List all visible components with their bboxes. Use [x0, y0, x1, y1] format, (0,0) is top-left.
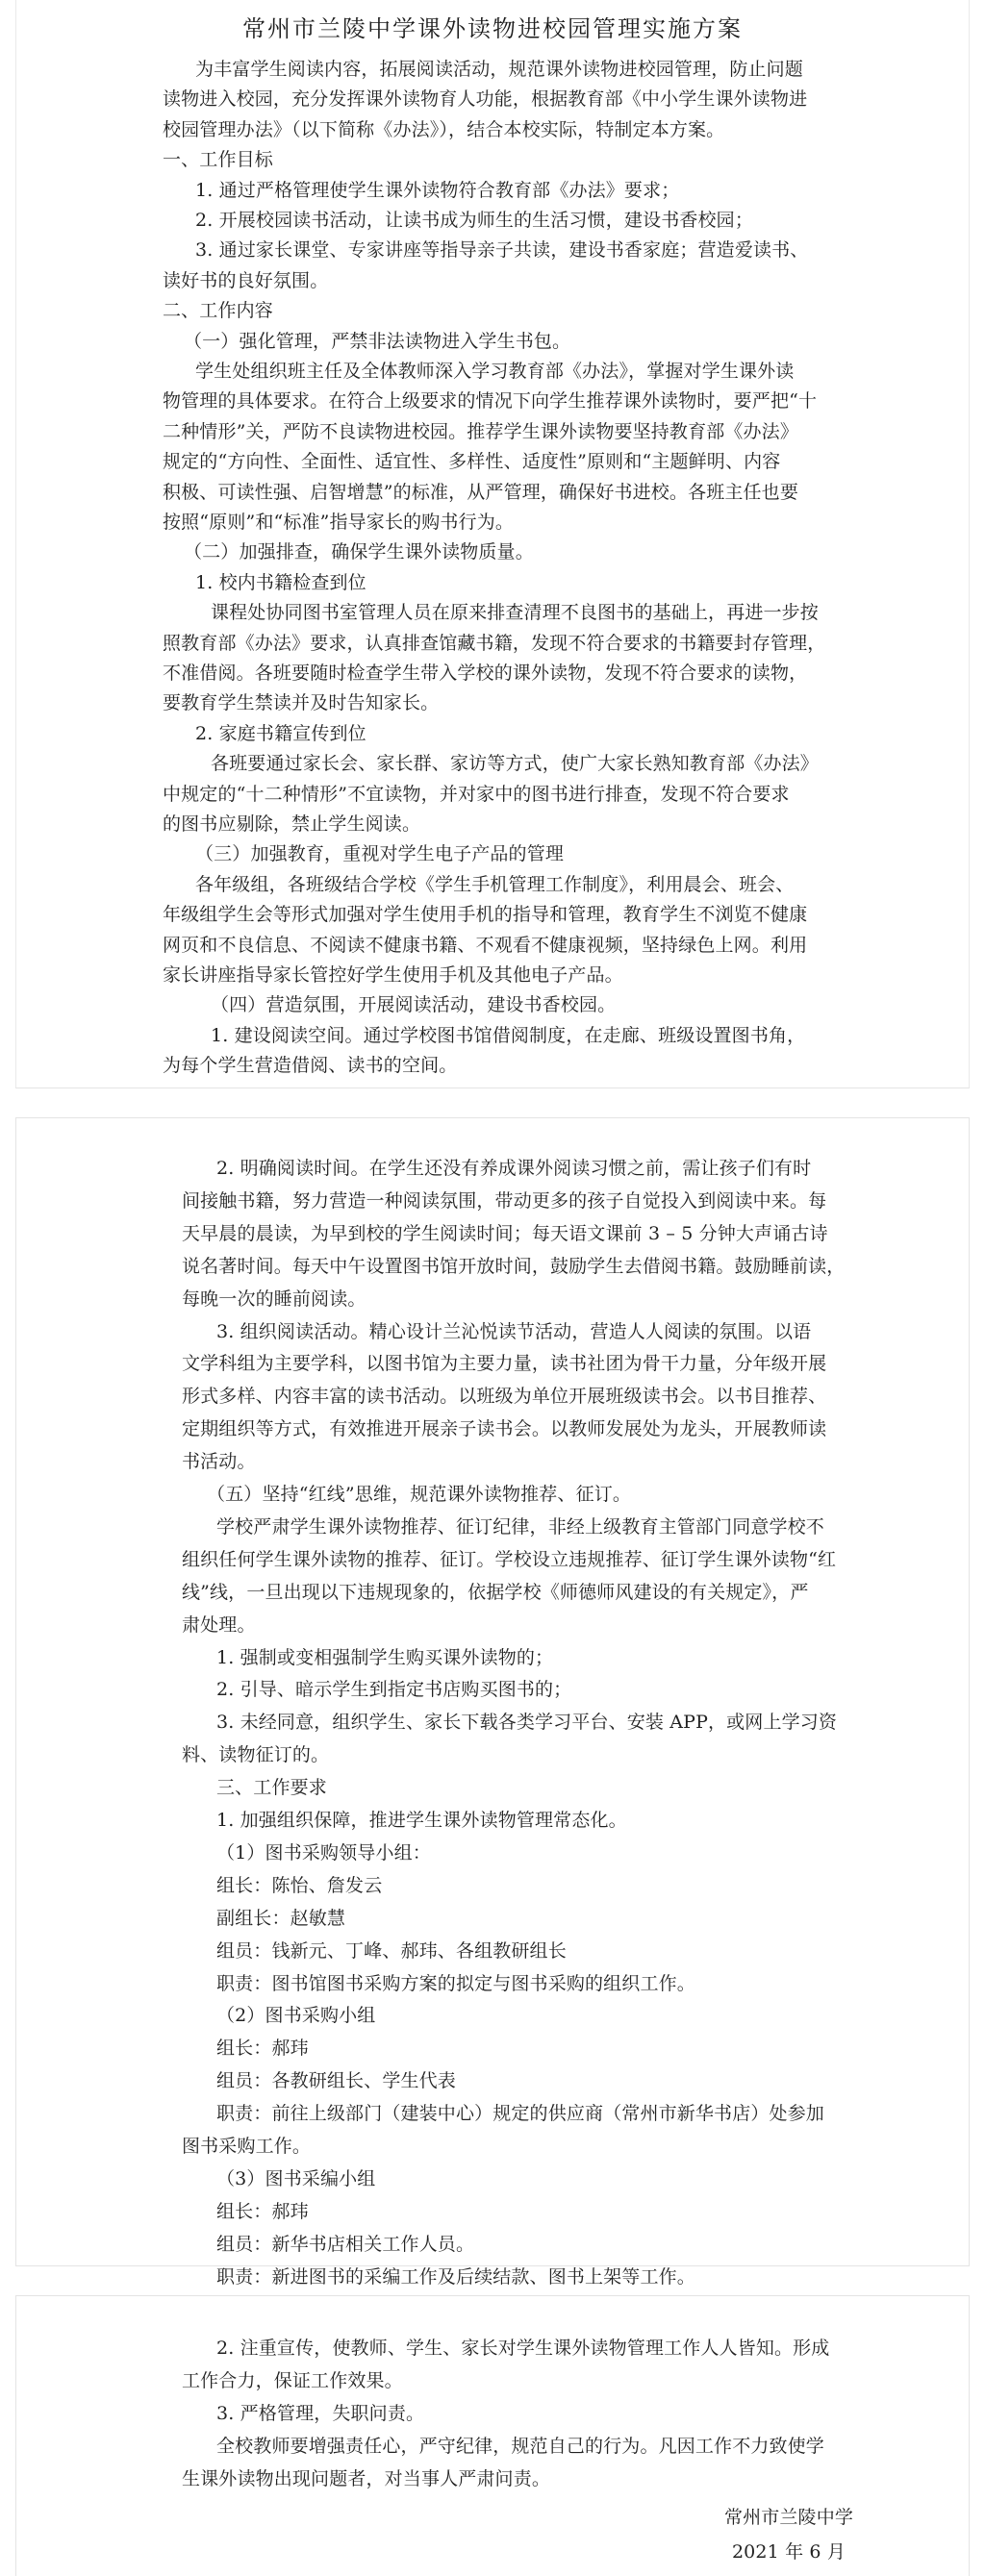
section-heading: 二、工作内容 — [163, 300, 273, 322]
document-title: 常州市兰陵中学课外读物进校园管理实施方案 — [242, 15, 743, 42]
paragraph-line: 工作合力，保证工作效果。 — [182, 2370, 403, 2391]
list-item: 3. 未经同意，组织学生、家长下载各类学习平台、安装 APP，或网上学习资 — [216, 1712, 838, 1734]
section-heading: 三、工作要求 — [216, 1777, 327, 1799]
subsection-heading: （五）坚持“红线”思维，规范课外读物推荐、征订。 — [207, 1484, 632, 1505]
paragraph-line: 读好书的良好氛围。 — [163, 269, 329, 291]
list-item: 1. 通过严格管理使学生课外读物符合教育部《办法》要求； — [195, 179, 680, 201]
list-item: 1. 强制或变相强制学生购买课外读物的； — [216, 1646, 554, 1668]
paragraph-line: 读物进入校园，充分发挥课外读物育人功能，根据教育部《中小学生课外读物进 — [163, 88, 808, 111]
list-item: 3. 组织阅读活动。精心设计兰沁悦读节活动，营造人人阅读的氛围。以语 — [216, 1320, 812, 1342]
group-member: 组员：新华书店相关工作人员。 — [216, 2233, 475, 2255]
list-item: 3. 严格管理，失职问责。 — [216, 2403, 425, 2424]
paragraph-line: 课程处协同图书室管理人员在原来排查清理不良图书的基础上，再进一步按 — [211, 602, 819, 624]
paragraph-line: 生课外读物出现问题者，对当事人严肃问责。 — [182, 2468, 551, 2489]
paragraph-line: 料、读物征订的。 — [182, 1744, 330, 1766]
paragraph-line: 各年级组，各班级结合学校《学生手机管理工作制度》，利用晨会、班会、 — [195, 873, 795, 895]
paragraph-line: 各班要通过家长会、家长群、家访等方式，使广大家长熟知教育部《办法》 — [211, 753, 819, 775]
paragraph-line: 要教育学生禁读并及时告知家长。 — [163, 692, 440, 714]
subsection-heading: （二）加强排查，确保学生课外读物质量。 — [184, 541, 534, 563]
group-member: 组长：陈怡、詹发云 — [216, 1874, 383, 1896]
list-item: 1. 校内书籍检查到位 — [195, 571, 366, 593]
group-member: 组员：各教研组长、学生代表 — [216, 2070, 456, 2092]
paragraph-line: 图书采购工作。 — [182, 2136, 312, 2157]
list-item: 2. 开展校园读书活动，让读书成为师生的生活习惯，建设书香校园； — [195, 210, 753, 231]
group-member: 副组长：赵敏慧 — [216, 1907, 346, 1929]
paragraph-line: 规定的“方向性、全面性、适宜性、多样性、适度性”原则和“主题鲜明、内容 — [163, 451, 781, 473]
list-item: 2. 明确阅读时间。在学生还没有养成课外阅读习惯之前，需让孩子们有时 — [216, 1158, 812, 1179]
document-page-3 — [15, 2295, 970, 2576]
group-duty: 职责：图书馆图书采购方案的拟定与图书采购的组织工作。 — [216, 1972, 695, 1994]
group-member: 组长：郝玮 — [216, 2200, 309, 2222]
paragraph-line: 组织任何学生课外读物的推荐、征订。学校设立违规推荐、征订学生课外读物“红 — [182, 1548, 837, 1570]
paragraph-line: 说名著时间。每天中午设置图书馆开放时间，鼓励学生去借阅书籍。鼓励睡前读， — [182, 1255, 846, 1277]
group-heading: （2）图书采购小组 — [216, 2005, 376, 2027]
paragraph-line: 形式多样、内容丰富的读书活动。以班级为单位开展班级读书会。以书目推荐、 — [182, 1386, 827, 1408]
paragraph-line: 全校教师要增强责任心，严守纪律，规范自己的行为。凡因工作不力致使学 — [216, 2436, 824, 2457]
document-page-2 — [15, 1117, 970, 2288]
paragraph-line: 文学科组为主要学科，以图书馆为主要力量，读书社团为骨干力量，分年级开展 — [182, 1353, 827, 1375]
subsection-heading: （四）营造氛围，开展阅读活动，建设书香校园。 — [211, 994, 617, 1016]
subsection-heading: （一）强化管理，严禁非法读物进入学生书包。 — [184, 330, 571, 352]
paragraph-line: 每晚一次的睡前阅读。 — [182, 1288, 366, 1310]
section-heading: 一、工作目标 — [163, 149, 273, 171]
document-date: 2021 年 6 月 — [731, 2541, 846, 2563]
list-item: 1. 加强组织保障，推进学生课外读物管理常态化。 — [216, 1810, 627, 1831]
paragraph-line: 学生处组织班主任及全体教师深入学习教育部《办法》，掌握对学生课外读 — [195, 361, 795, 382]
list-item: 2. 家庭书籍宣传到位 — [195, 722, 366, 744]
list-item: 2. 注重宣传，使教师、学生、家长对学生课外读物管理工作人人皆知。形成 — [216, 2338, 830, 2359]
paragraph-line: 积极、可读性强、启智增慧”的标准，从严管理，确保好书进校。各班主任也要 — [163, 481, 798, 503]
paragraph-line: 二种情形”关，严防不良读物进校园。推荐学生课外读物要坚持教育部《办法》 — [163, 420, 798, 442]
group-member: 组长：郝玮 — [216, 2038, 309, 2060]
paragraph-line: 间接触书籍，努力营造一种阅读氛围，带动更多的孩子自觉投入到阅读中来。每 — [182, 1189, 827, 1212]
paragraph-line: 物管理的具体要求。在符合上级要求的情况下向学生推荐课外读物时，要严把“十 — [163, 390, 818, 413]
paragraph-line: 年级组学生会等形式加强对学生使用手机的指导和管理，教育学生不浏览不健康 — [163, 904, 808, 926]
group-duty: 职责：新进图书的采编工作及后续结款、图书上架等工作。 — [216, 2265, 695, 2288]
group-member: 组员：钱新元、丁峰、郝玮、各组教研组长 — [216, 1939, 567, 1962]
paragraph-line: 学校严肃学生课外读物推荐、征订纪律，非经上级教育主管部门同意学校不 — [216, 1515, 824, 1538]
paragraph-line: 不准借阅。各班要随时检查学生带入学校的课外读物，发现不符合要求的读物， — [163, 663, 808, 684]
group-duty: 职责：前往上级部门（建装中心）规定的供应商（常州市新华书店）处参加 — [216, 2103, 824, 2125]
paragraph-line: 定期组织等方式，有效推进开展亲子读书会。以教师发展处为龙头，开展教师读 — [182, 1418, 827, 1440]
subsection-heading: （三）加强教育，重视对学生电子产品的管理 — [195, 843, 565, 865]
paragraph-line: 书活动。 — [182, 1451, 256, 1473]
paragraph-line: 为丰富学生阅读内容，拓展阅读活动，规范课外读物进校园管理，防止问题 — [195, 59, 803, 80]
paragraph-line: 为每个学生营造借阅、读书的空间。 — [163, 1055, 458, 1077]
list-item: 1. 建设阅读空间。通过学校图书馆借阅制度，在走廊、班级设置图书角， — [211, 1024, 806, 1046]
group-heading: （3）图书采编小组 — [216, 2167, 376, 2189]
group-heading: （1）图书采购领导小组： — [216, 1841, 431, 1863]
paragraph-line: 肃处理。 — [182, 1613, 256, 1636]
paragraph-line: 网页和不良信息、不阅读不健康书籍、不观看不健康视频，坚持绿色上网。利用 — [163, 934, 808, 956]
paragraph-line: 中规定的“十二种情形”不宜读物，并对家中的图书进行排查，发现不符合要求 — [163, 783, 790, 805]
paragraph-line: 天早晨的晨读，为早到校的学生阅读时间；每天语文课前 3 – 5 分钟大声诵古诗 — [182, 1222, 828, 1244]
list-item: 2. 引导、暗示学生到指定书店购买图书的； — [216, 1679, 572, 1701]
paragraph-line: 按照“原则”和“标准”指导家长的购书行为。 — [163, 512, 515, 533]
document-page-1 — [15, 0, 970, 1088]
paragraph-line: 线”线，一旦出现以下违规现象的，依据学校《师德师风建设的有关规定》，严 — [182, 1581, 809, 1603]
list-item: 3. 通过家长课堂、专家讲座等指导亲子共读，建设书香家庭；营造爱读书、 — [195, 239, 809, 262]
signature: 常州市兰陵中学 — [723, 2507, 853, 2528]
paragraph-line: 的图书应剔除，禁止学生阅读。 — [163, 813, 421, 835]
paragraph-line: 家长讲座指导家长管控好学生使用手机及其他电子产品。 — [163, 964, 623, 986]
paragraph-line: 校园管理办法》（以下简称《办法》），结合本校实际，特制定本方案。 — [163, 118, 725, 140]
paragraph-line: 照教育部《办法》要求，认真排查馆藏书籍，发现不符合要求的书籍要封存管理， — [163, 632, 826, 654]
